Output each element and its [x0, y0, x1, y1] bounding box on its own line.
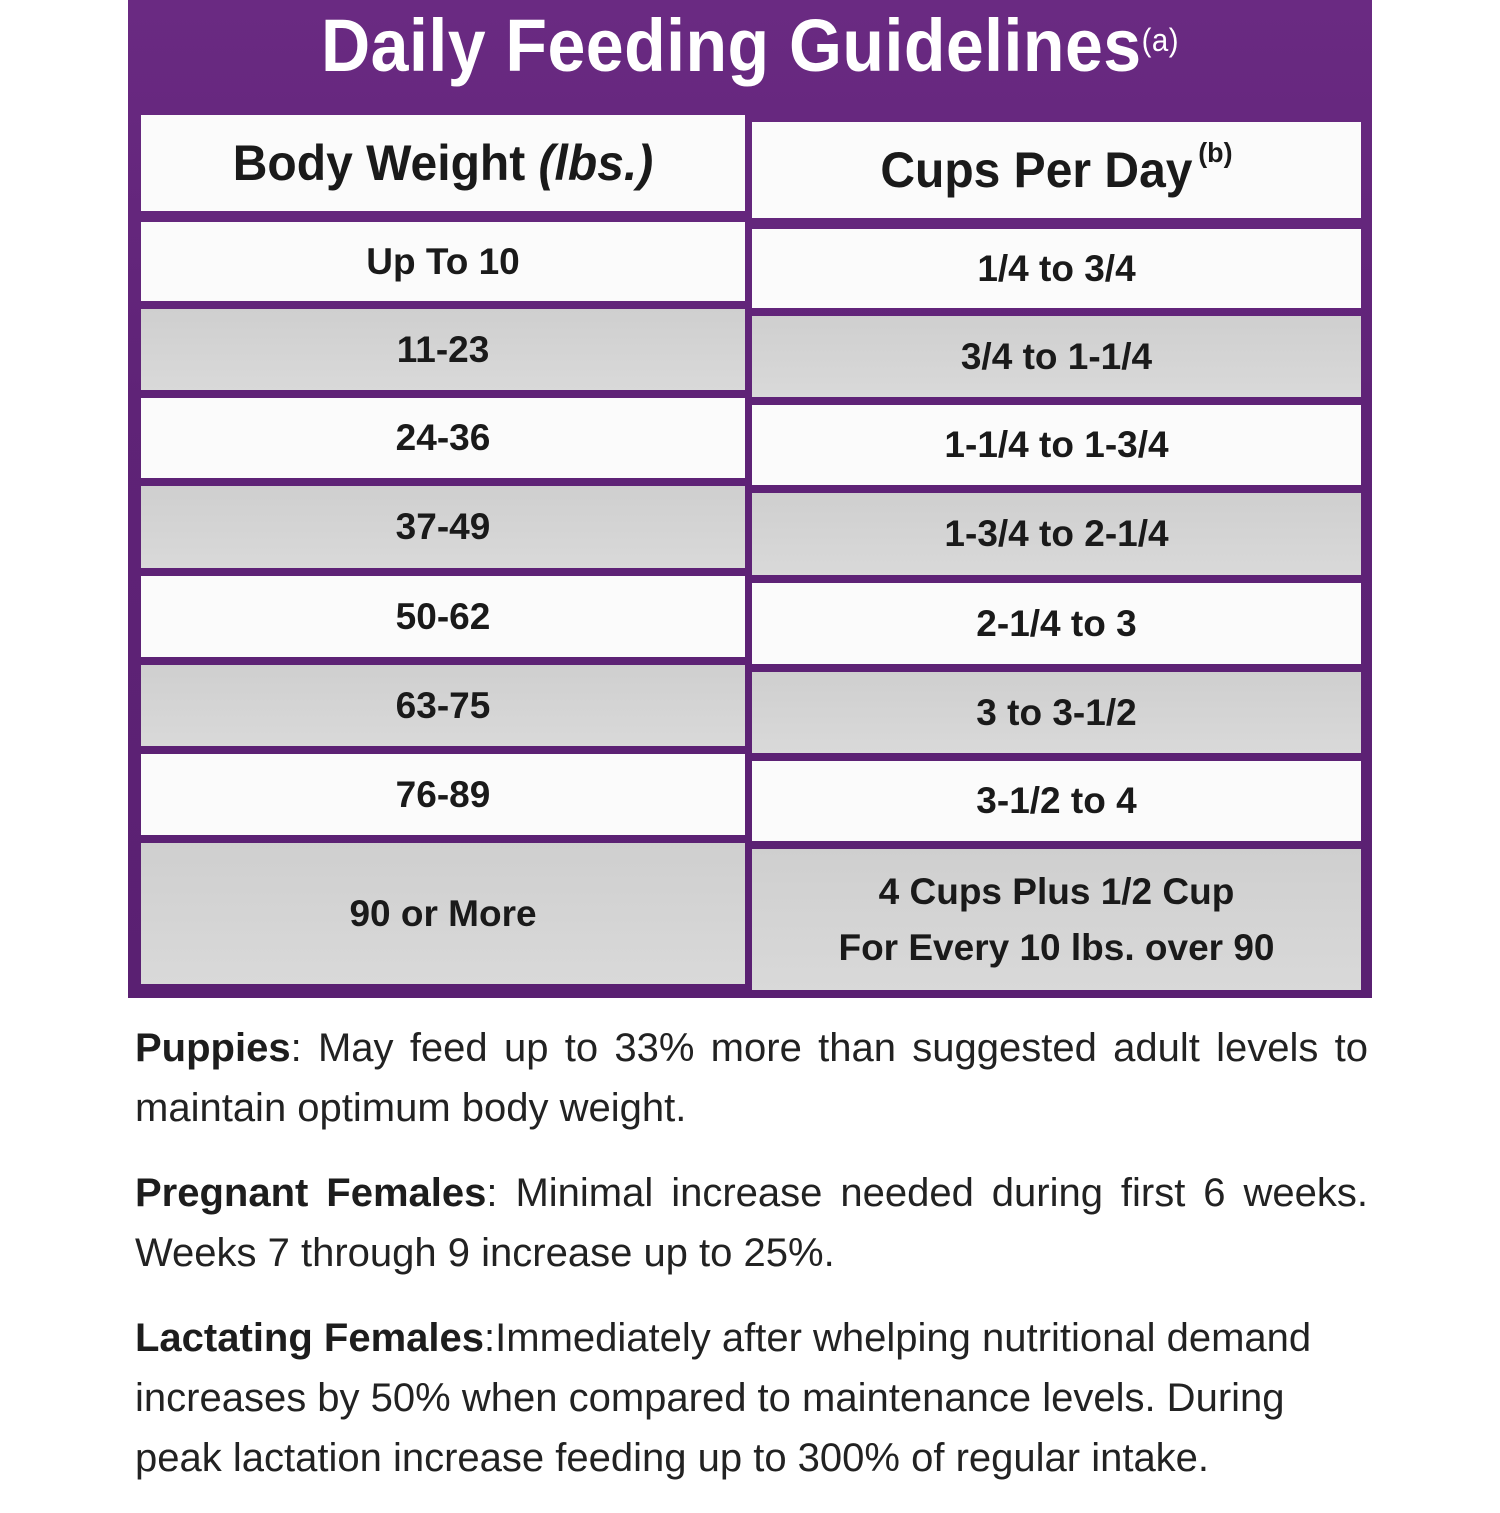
title-text: Daily Feeding Guidelines [321, 4, 1142, 87]
table-row-cups [752, 849, 1361, 990]
weight-value: 11-23 [396, 328, 490, 370]
table-row-cups [752, 672, 1361, 753]
table-row-weight [141, 222, 745, 301]
feeding-notes [135, 1018, 1368, 1513]
weight-value: Up To 10 [366, 240, 520, 282]
note-pregnant-label: Pregnant Females [135, 1171, 487, 1215]
table-row-cups [752, 583, 1361, 664]
note-pregnant-females [135, 1163, 1368, 1283]
header-cups-per-day [752, 122, 1361, 218]
cups-value: 1-1/4 to 1-3/4 [944, 424, 1169, 465]
table-row-weight [141, 843, 745, 984]
table-row-weight [141, 665, 745, 746]
cups-value: 3 to 3-1/2 [976, 691, 1137, 733]
header-body-weight-unit: (lbs.) [538, 135, 654, 191]
table-row-weight [141, 754, 745, 835]
note-puppies-text: : May feed up to 33% more than suggested adult levels to maintain optimum body weight. [135, 1026, 1368, 1130]
header-cups-label: Cups Per Day [880, 142, 1193, 198]
header-body-weight-label: Body Weight [232, 135, 526, 191]
header-cups-footnote: (b) [1198, 137, 1233, 168]
note-lactating-text: :Immediately after whelping nutritional demand increases by 50% when compared to maintenance levels. During peak lactation increase feeding up to 300% of regular intake. [135, 1316, 1312, 1480]
cups-value: 1-3/4 to 2-1/4 [944, 513, 1169, 554]
note-puppies [135, 1018, 1368, 1138]
weight-value: 24-36 [395, 417, 491, 458]
weight-value: 63-75 [395, 684, 491, 726]
table-row-cups [752, 493, 1361, 575]
note-pregnant-text: : Minimal increase needed during first 6 weeks. Weeks 7 through 9 increase up to 25%. [135, 1171, 1368, 1275]
weight-value: 50-62 [395, 595, 491, 637]
note-lactating-label: Lactating Females [135, 1316, 485, 1360]
table-row-weight [141, 576, 745, 657]
cups-value-line1: 4 Cups Plus 1/2 Cup [878, 870, 1235, 912]
cups-value: 2-1/4 to 3 [976, 602, 1137, 644]
table-row-cups [752, 229, 1361, 308]
table-row-weight [141, 398, 745, 478]
note-lactating-females [135, 1308, 1368, 1488]
table-row-cups [752, 405, 1361, 485]
weight-value: 76-89 [395, 773, 491, 815]
header-body-weight [141, 115, 745, 211]
cups-value: 1/4 to 3/4 [977, 247, 1136, 289]
cups-value: 3-1/2 to 4 [976, 780, 1137, 821]
table-row-cups [752, 316, 1361, 397]
cups-value: 3/4 to 1-1/4 [960, 335, 1153, 377]
weight-value: 90 or More [349, 892, 537, 934]
note-puppies-label: Puppies [135, 1026, 291, 1070]
table-row-weight [141, 486, 745, 568]
weight-value: 37-49 [395, 506, 491, 547]
page-title [178, 0, 1322, 110]
table-row-weight [141, 309, 745, 390]
cups-value-line2: For Every 10 lbs. over 90 [838, 926, 1275, 968]
title-footnote: (a) [1141, 22, 1179, 58]
table-row-cups [752, 761, 1361, 841]
